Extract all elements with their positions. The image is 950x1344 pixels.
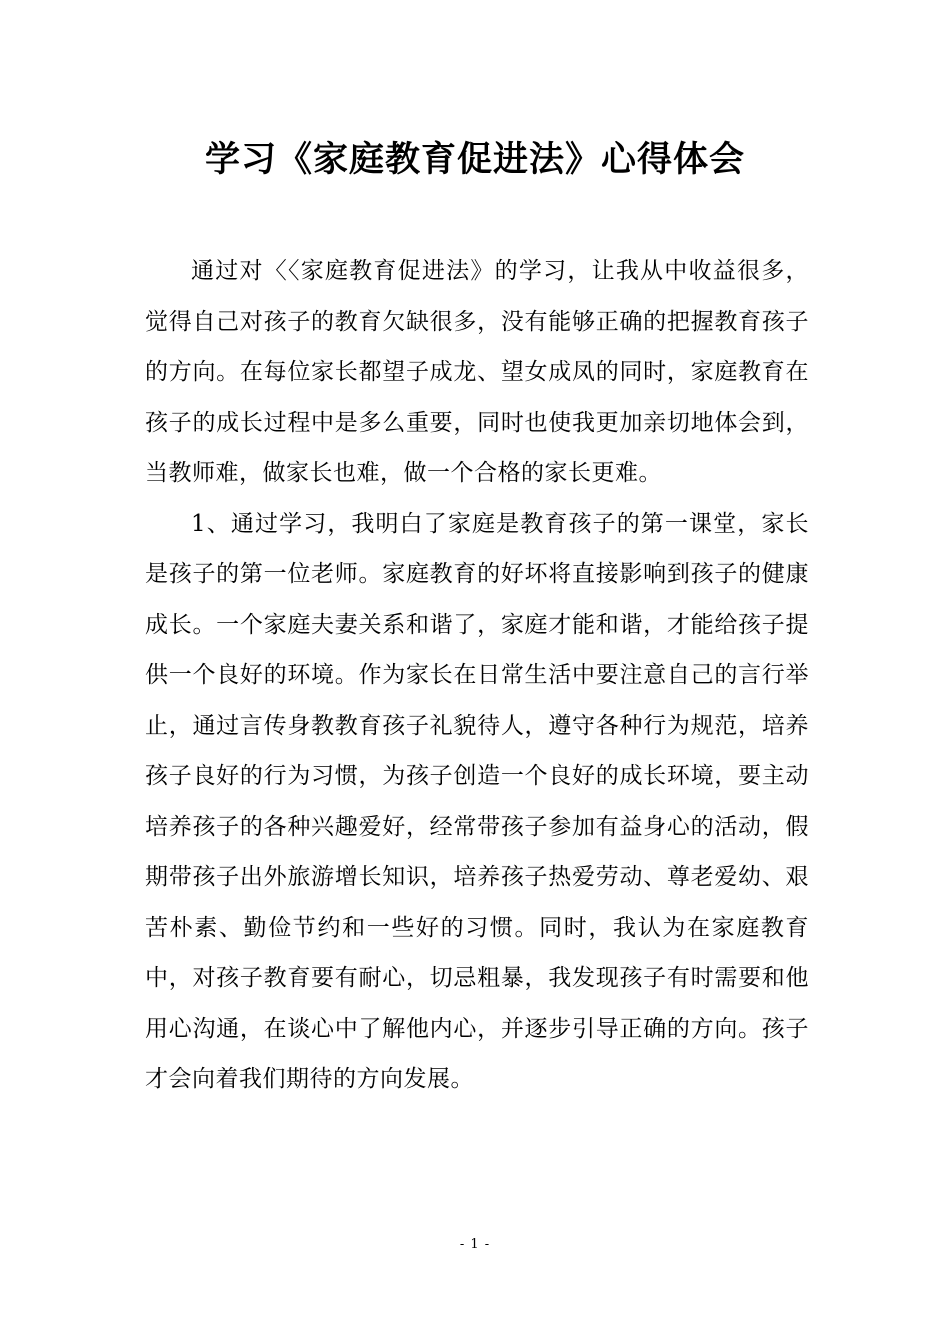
paragraph-point-1: 1、通过学习，我明白了家庭是教育孩子的第一课堂，家长是孩子的第一位老师。家庭教育的好坏将直接影响到孩子的健康成长。一个家庭夫妻关系和谐了，家庭才能和谐，才能给孩子提供一个良好的环境。作为家长在日常生活中要注意自己的言行举止，通过言传身教教育孩子礼貌待人，遵守各种行为规范，培养孩子良好的行为习惯，为孩子创造一个良好的成长环境，要主动培养孩子的各种兴趣爱好，经常带孩子参加有益身心的活动，假期带孩子出外旅游增长知识，培养孩子热爱劳动、尊老爱幼、艰苦朴素、勤俭节约和一些好的习惯。同时，我认为在家庭教育中，对孩子教育要有耐心，切忌粗暴，我发现孩子有时需要和他用心沟通，在谈心中了解他内心，并逐步引导正确的方向。孩子才会向着我们期待的方向发展。 bbox=[145, 510, 809, 1092]
document-body bbox=[145, 246, 809, 1105]
page-number: - 1 - bbox=[459, 1237, 491, 1252]
paragraph-intro: 通过对〈〈家庭教育促进法》的学习，让我从中收益很多，觉得自己对孩子的教育欠缺很多，没有能够正确的把握教育孩子的方向。在每位家长都望子成龙、望女成凤的同时，家庭教育在孩子的成长过程中是多么重要，同时也使我更加亲切地体会到，当教师难，做家长也难，做一个合格的家长更难。 bbox=[145, 258, 809, 486]
page-title: 学习《家庭教育促进法》心得体会 bbox=[204, 140, 745, 180]
